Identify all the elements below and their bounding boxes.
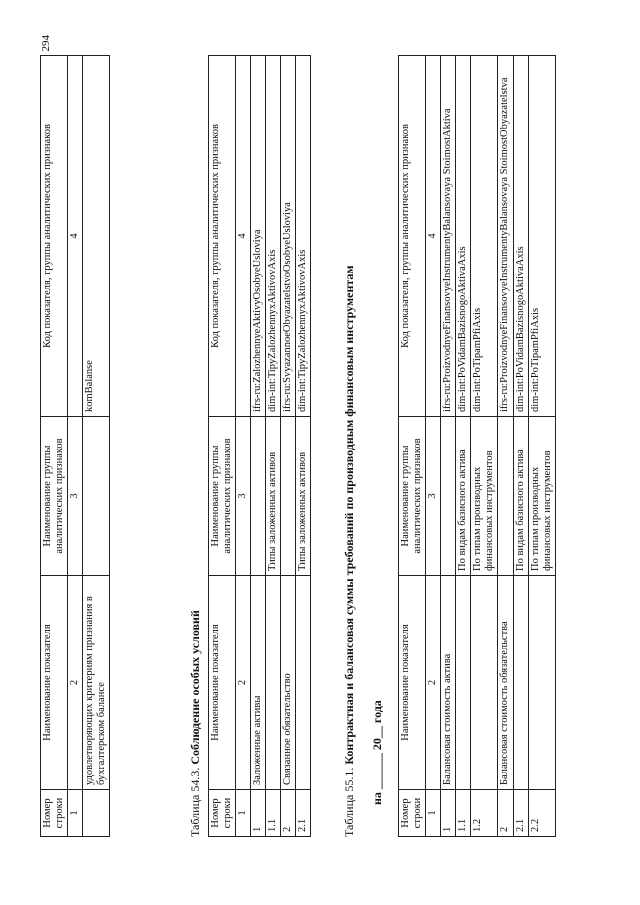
col-number-row [68,56,83,837]
table-cell: По видам базисного актива [513,417,528,576]
table-cell: 1 [441,790,456,837]
table-cell: По типам производных финансовых инструментов [471,417,498,576]
table-cell [498,417,513,576]
col-number-row [426,56,441,837]
caption-prefix: Таблица 54.3. [188,767,202,837]
table-cell [296,576,311,790]
table-row [498,56,513,837]
header-cell: Номер строки [209,790,236,837]
header-cell: Наименование показателя [209,576,236,790]
table-cell: 1.1 [456,790,471,837]
table-cell: Типы заложенных активов [266,417,281,576]
table-derivatives [398,55,556,837]
table-cell: Балансовая стоимость обязательства [498,576,513,790]
col-number: 4 [68,56,83,417]
table-row [296,56,311,837]
table-cell: удовлетворяющих критериям признания в бухгалтерском балансе [83,576,110,790]
col-number: 2 [236,576,251,790]
table-cell: 2 [281,790,296,837]
col-number: 2 [426,576,441,790]
table-cell: Балансовая стоимость актива [441,576,456,790]
page-number: 294 [40,35,52,52]
table-cell: ifrs-ru:ProizvodnyeFinansovyeInstrumentyBalansovaya StoimostAktiva [441,56,456,417]
table-cell: 2.1 [513,790,528,837]
table-cell [441,417,456,576]
table-cell: dim-int:PoVidamBazisnogoAktivaAxis [513,56,528,417]
table-cell: ifrs-ru:ZalozhennyeAktivyOsobyeUsloviya [251,56,266,417]
table-cell: 2.1 [296,790,311,837]
table-cell: dim-int:TipyZalozhennyxAktivovAxis [296,56,311,417]
col-number: 4 [236,56,251,417]
table-cell: dim-int:PoTipamPfiAxis [471,56,498,417]
header-cell: Номер строки [41,790,68,837]
caption-prefix: Таблица 55.1. [342,767,356,837]
table-row [266,56,281,837]
table-cell [281,417,296,576]
table-cell: dim-int:PoVidamBazisnogoAktivaAxis [456,56,471,417]
col-number-row [236,56,251,837]
table-row [471,56,498,837]
table-continuation [40,55,110,837]
table-cell [456,576,471,790]
table-cell: Типы заложенных активов [296,417,311,576]
caption-title: Соблюдение особых условий [188,610,202,765]
header-cell: Код показателя, группы аналитических признаков [209,56,236,417]
table-row [281,56,296,837]
table-cell: 2 [498,790,513,837]
header-row [41,56,68,837]
table-cell: 1 [251,790,266,837]
table-cell: ifrs-ru:SvyazannoeObyazatelstvoOsobyeUsloviya [281,56,296,417]
table-cell [251,417,266,576]
table-cell [83,417,110,576]
header-row [399,56,426,837]
col-number: 1 [426,790,441,837]
header-row [209,56,236,837]
caption-title: Контрактная и балансовая суммы требований по производным финансовым инструментам [342,265,356,765]
header-cell: Наименование группы аналитических признаков [41,417,68,576]
table-row [251,56,266,837]
table-subcaption: на ______ 20__ года [370,700,384,805]
table-cell [513,576,528,790]
table-cell: 2.2 [528,790,555,837]
table-cell [528,576,555,790]
header-cell: Наименование группы аналитических признаков [209,417,236,576]
table-row [513,56,528,837]
table-cell: Связанное обязательство [281,576,296,790]
table-row [441,56,456,837]
header-cell: Наименование показателя [399,576,426,790]
col-number: 3 [426,417,441,576]
header-cell: Наименование группы аналитических признаков [399,417,426,576]
col-number: 1 [68,790,83,837]
table-cell: dim-int:PoTipamPfiAxis [528,56,555,417]
table-row [456,56,471,837]
col-number: 3 [68,417,83,576]
col-number: 4 [426,56,441,417]
col-number: 1 [236,790,251,837]
table-cell: По видам базисного актива [456,417,471,576]
table-row [528,56,555,837]
table-cell: 1.1 [266,790,281,837]
rotated-page [20,27,620,877]
header-cell: Номер строки [399,790,426,837]
table-cell: komBalanse [83,56,110,417]
table-caption [342,77,357,837]
header-cell: Наименование показателя [41,576,68,790]
table-cell [83,790,110,837]
table-caption [188,610,203,837]
col-number: 2 [68,576,83,790]
table-cell [266,576,281,790]
header-cell: Код показателя, группы аналитических признаков [399,56,426,417]
header-cell: Код показателя, группы аналитических признаков [41,56,68,417]
col-number: 3 [236,417,251,576]
table-cell [471,576,498,790]
table-cell: По типам производных финансовых инструментов [528,417,555,576]
table-cell: 1.2 [471,790,498,837]
table-cell: Заложенные активы [251,576,266,790]
table-row [83,56,110,837]
table-cell: dim-int:TipyZalozhennyxAktivovAxis [266,56,281,417]
table-cell: ifrs-ru:ProizvodnyeFinansovyeInstrumentyBalansovaya StoimostObyazatelstva [498,56,513,417]
table-special-conditions [208,55,311,837]
